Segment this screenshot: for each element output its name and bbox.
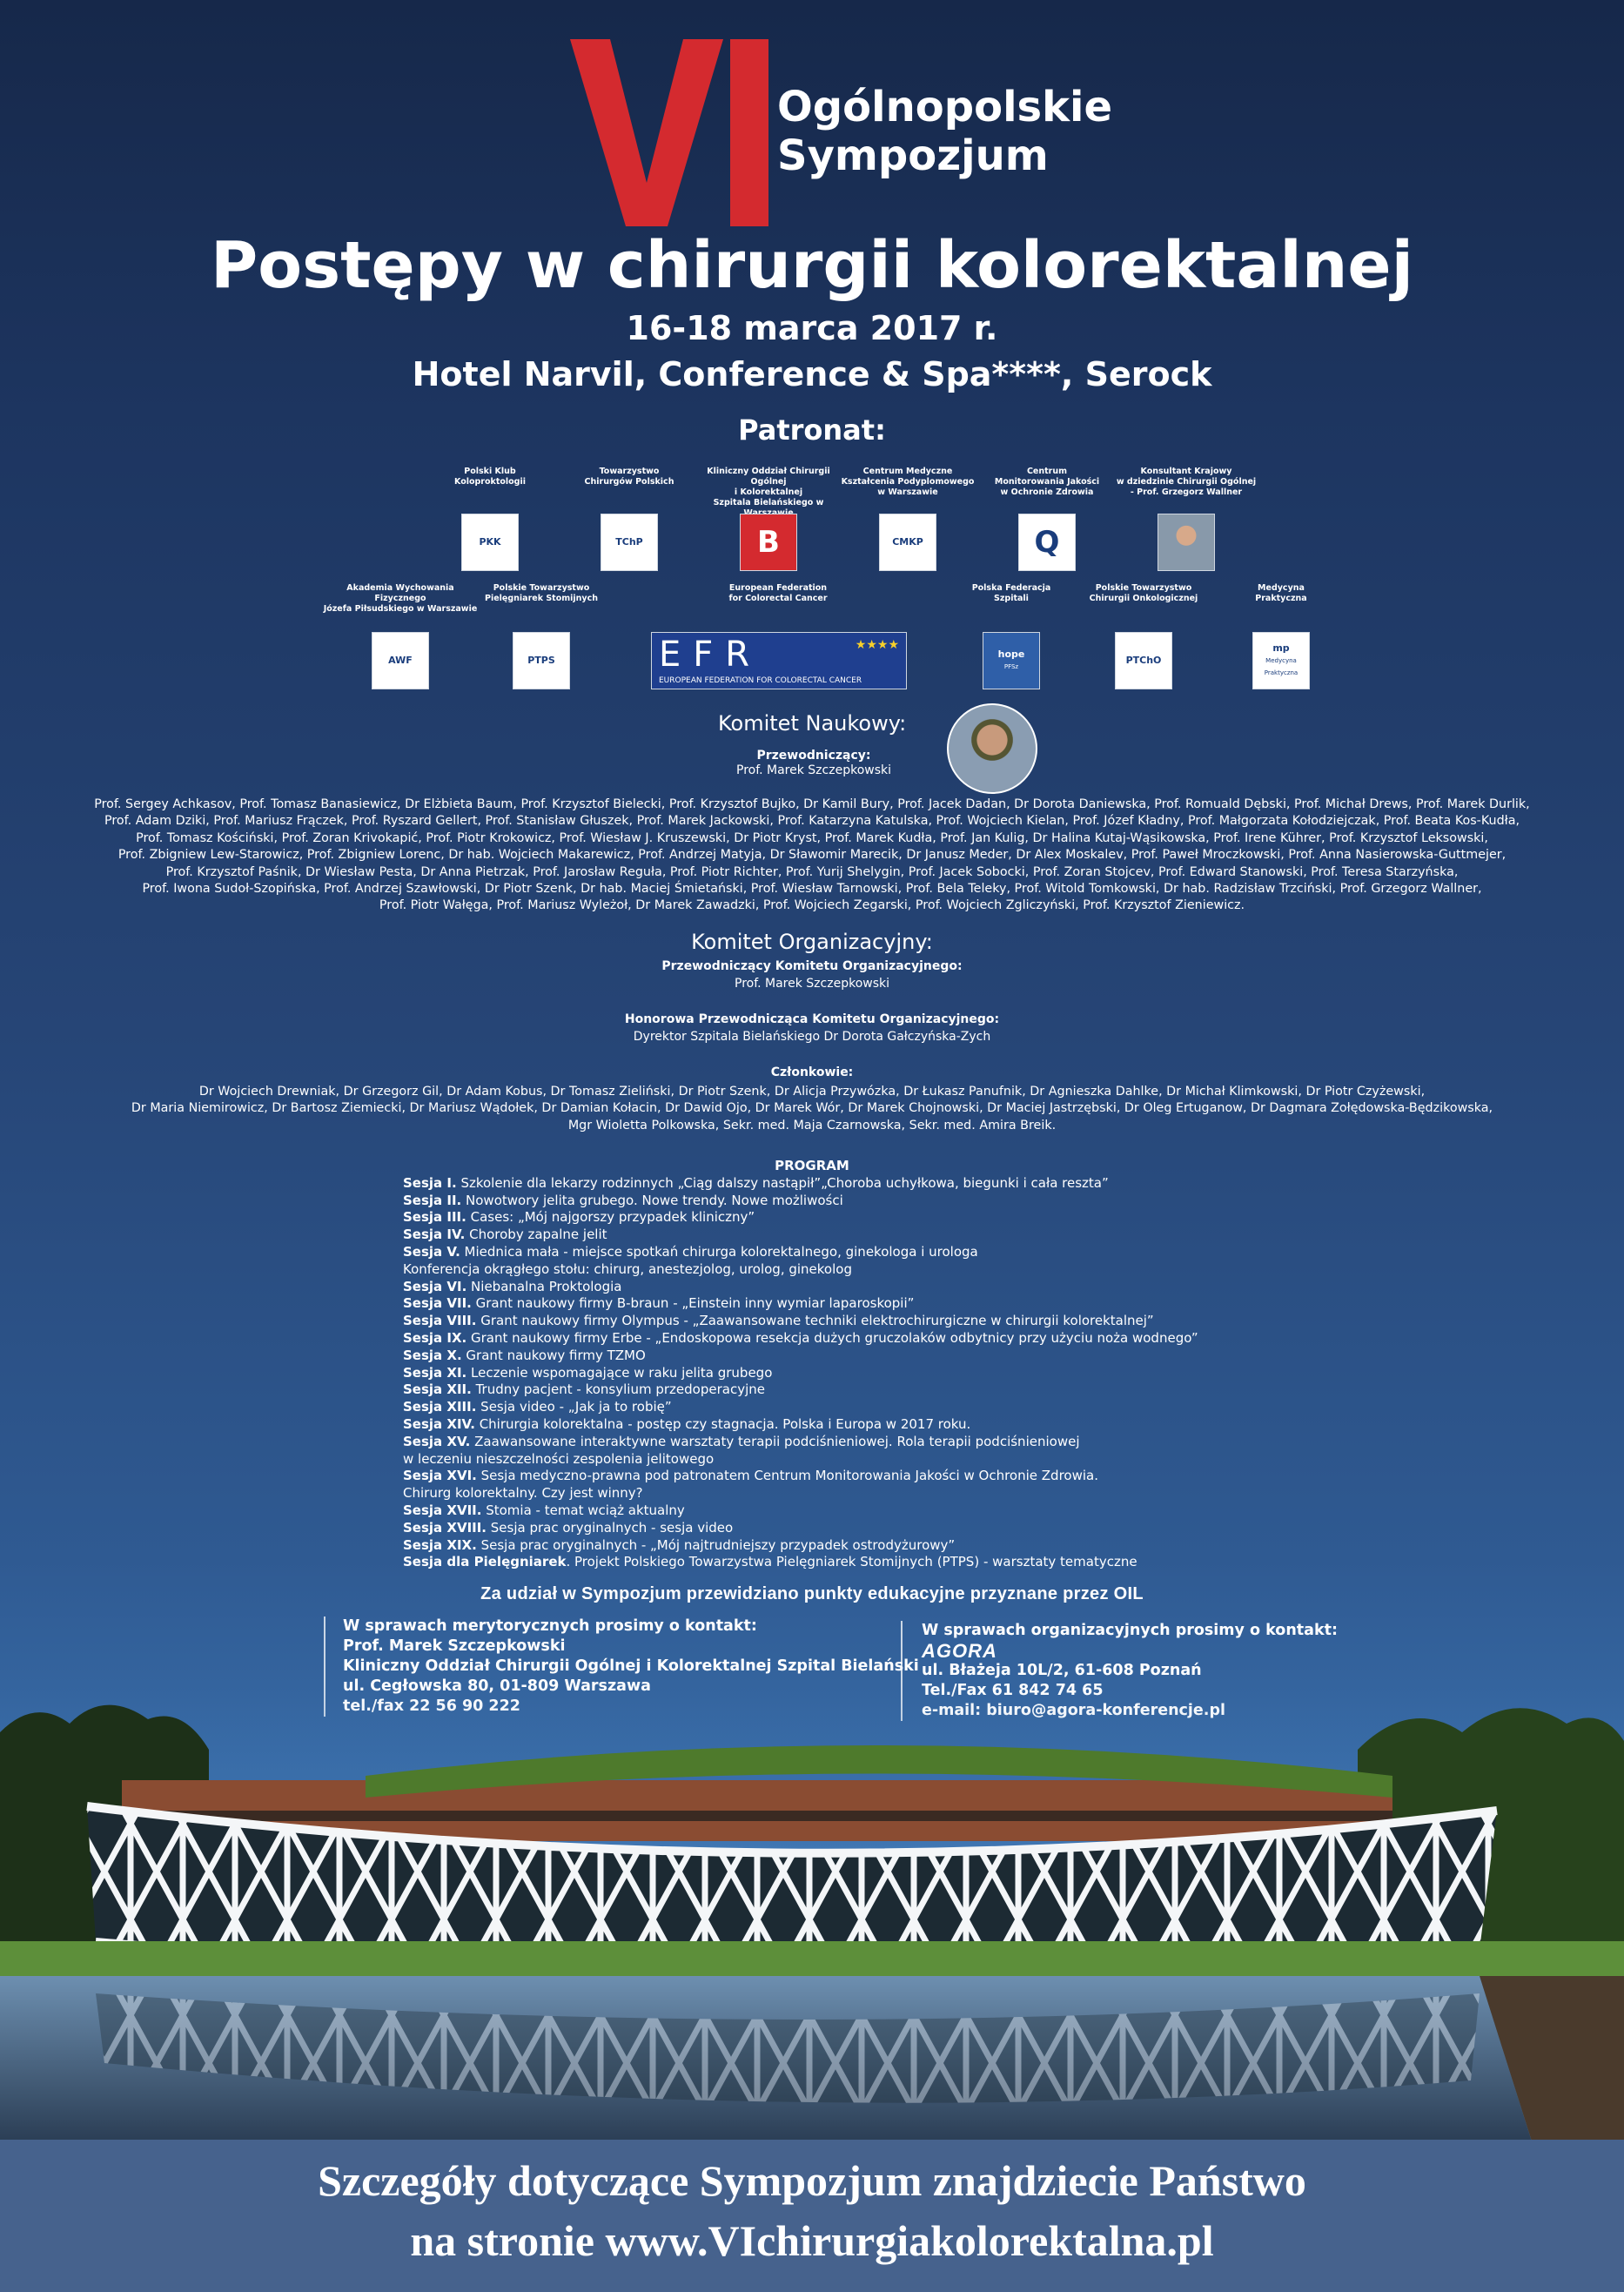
session-key: Sesja X. [403, 1347, 462, 1363]
patron-label: Polska Federacja Szpitali [971, 583, 1051, 603]
efr-logo-subtitle: EUROPEAN FEDERATION FOR COLORECTAL CANCER [659, 676, 862, 685]
event-venue: Hotel Narvil, Conference & Spa****, Serock [412, 355, 1212, 393]
patron-label: Konsultant Krajowy w dziedzinie Chirurgii Ogólnej - Prof. Grzegorz Wallner [1116, 467, 1257, 497]
session-key: Sesja XVI. [403, 1468, 477, 1484]
member-line: Prof. Krzysztof Paśnik, Dr Wiesław Pesta, Dr Anna Pietrzak, Prof. Jarosław Reguła, Prof. Piotr Richter, Prof. Yurij Shelygin, Prof. Jacek Sobocki, Prof. Zoran Stojcev, Prof. Edward Stanowski, Prof. Teresa Starzyńska, [165, 864, 1459, 879]
wallner-portrait [1158, 514, 1215, 571]
patron-label: Centrum Monitorowania Jakości w Ochronie Zdrowia [994, 467, 1100, 497]
session-title: Sesja prac oryginalnych - „Mój najtrudniejszy przypadek ostrodyżurowy” [476, 1536, 956, 1553]
program-section [403, 1158, 1273, 1571]
program-session [403, 1365, 1273, 1382]
roman-numeral-logo [570, 39, 770, 226]
member-line: Prof. Sergey Achkasov, Prof. Tomasz Banasiewicz, Dr Elżbieta Baum, Prof. Krzysztof Bielecki, Prof. Krzysztof Bujko, Dr Kamil Bury, Prof. Jacek Dadan, Dr Dorota Daniewska, Prof. Romuald Dębski, Prof. Michał Drews, Prof. Marek Durlik, [94, 797, 1530, 811]
session-title: Grant naukowy firmy Olympus - „Zaawansowane techniki elektrochirurgiczne w chirurgii kolorektalnej” [476, 1313, 1154, 1329]
program-session [403, 1227, 1273, 1244]
session-key: Sesja VIII. [403, 1313, 477, 1329]
hotel-photo [0, 1680, 1624, 2141]
efr-logo-text: EFR [659, 635, 762, 675]
program-session [403, 1279, 1273, 1296]
session-key: Sesja VI. [403, 1278, 467, 1294]
komitet-naukowy-chair-name: Prof. Marek Szczepkowski [736, 763, 891, 777]
program-session [403, 1537, 1273, 1555]
session-title: Grant naukowy firmy B-braun - „Einstein inny wymiar laparoskopii” [471, 1295, 915, 1312]
tchp-logo-icon: TChP [601, 514, 658, 571]
patron-label: Akademia Wychowania Fizycznego Józefa Piłsudskiego w Warszawie [323, 583, 478, 614]
patron-label: Polski Klub Koloproktologii [454, 467, 526, 487]
program-session [403, 1193, 1273, 1210]
session-title: Miednica mała - miejsce spotkań chirurga kolorektalnego, ginekologa i urologa [460, 1243, 978, 1260]
session-key: Sesja XIV. [403, 1415, 475, 1432]
komitet-naukowy-chair-label: Przewodniczący: [756, 749, 871, 763]
session-key: Sesja XIII. [403, 1399, 477, 1415]
session-key: Sesja IV. [403, 1227, 466, 1243]
member-line: Dr Wojciech Drewniak, Dr Grzegorz Gil, Dr Adam Kobus, Dr Tomasz Zieliński, Dr Piotr Szenk, Dr Alicja Przywózka, Dr Łukasz Panufnik, Dr Agnieszka Dahlke, Dr Michał Klimkowski, Dr Piotr Czyżewski, [198, 1085, 1426, 1099]
program-session [403, 1348, 1273, 1365]
q-logo-icon: Q [1018, 514, 1076, 571]
session-key: Sesja VII. [403, 1295, 472, 1312]
program-session [403, 1244, 1273, 1261]
contact-line: Kliniczny Oddział Chirurgii Ogólnej i Kolorektalnej Szpital Bielański [343, 1657, 919, 1675]
session-title: Chirurgia kolorektalna - postęp czy stagnacja. Polska i Europa w 2017 roku. [474, 1415, 971, 1432]
ptcho-logo-icon: PTChO [1115, 632, 1172, 689]
member-line: Prof. Iwona Sudoł-Szopińska, Prof. Andrzej Szawłowski, Dr Piotr Szenk, Dr hab. Maciej Śmietański, Prof. Wiesław Tarnowski, Prof. Bela Teleky, Prof. Witold Tomkowski, Dr hab. Radzisław Trzciński, Prof. Grzegorz Wallner, [142, 882, 1482, 897]
komitet-org-members [52, 1084, 1572, 1134]
program-session [403, 1175, 1273, 1193]
ptps-logo-icon: PTPS [513, 632, 570, 689]
session-key: Sesja XII. [403, 1381, 472, 1398]
session-key: Sesja XIX. [403, 1536, 477, 1553]
session-title: Sesja medyczno-prawna pod patronatem Centrum Monitorowania Jakości w Ochronie Zdrowia. [476, 1468, 1098, 1484]
session-title: Choroby zapalne jelit [465, 1227, 607, 1243]
program-title: PROGRAM [775, 1158, 849, 1173]
contact-line: Prof. Marek Szczepkowski [343, 1637, 566, 1655]
session-title: Konferencja okrągłego stołu: chirurg, anestezjolog, urolog, ginekolog [403, 1260, 852, 1277]
program-session [403, 1416, 1273, 1434]
session-title: . Projekt Polskiego Towarzystwa Pielęgniarek Stomijnych (PTPS) - warsztaty tematyczne [566, 1554, 1137, 1570]
member-line: Dr Maria Niemirowicz, Dr Bartosz Ziemiecki, Dr Mariusz Wądołek, Dr Damian Kołacin, Dr Dawid Ojo, Dr Marek Wór, Dr Marek Chojnowski, Dr Maciej Jastrzębski, Dr Oleg Ertuganow, Dr Dagmara Zołędowska-Będzikowska, [131, 1101, 1493, 1116]
session-title: Sesja prac oryginalnych - sesja video [487, 1519, 734, 1536]
eu-stars-icon: ★★★★ [855, 638, 899, 652]
cmkp-logo-icon: CMKP [879, 514, 936, 571]
patron-label: Polskie Towarzystwo Pielęgniarek Stomijnych [484, 583, 599, 603]
agora-logo: AGORA [922, 1640, 997, 1662]
b-logo-icon: B [740, 514, 797, 571]
program-session [403, 1451, 1273, 1469]
member-line: Mgr Wioletta Polkowska, Sekr. med. Maja Czarnowska, Sekr. med. Amira Breik. [567, 1118, 1057, 1133]
contact-heading: W sprawach organizacyjnych prosimy o kontakt: [922, 1622, 1338, 1639]
contact-line: ul. Błażeja 10L/2, 61-608 Poznań [922, 1662, 1202, 1679]
session-title: Sesja video - „Jak ja to robię” [476, 1399, 672, 1415]
komitet-org-chair-label: Przewodniczący Komitetu Organizacyjnego: [661, 959, 963, 973]
patron-label: Polskie Towarzystwo Chirurgii Onkologicznej [1089, 583, 1198, 603]
program-session [403, 1330, 1273, 1348]
patron-label: Centrum Medyczne Kształcenia Podyplomowego w Warszawie [841, 467, 975, 497]
session-title: Nowotwory jelita grubego. Nowe trendy. Nowe możliwości [461, 1192, 843, 1208]
komitet-naukowy-members [52, 796, 1572, 915]
program-session [403, 1434, 1273, 1451]
session-key: Sesja XVIII. [403, 1519, 487, 1536]
session-title: Stomia - temat wciąż aktualny [481, 1502, 685, 1518]
session-title: Trudny pacjent - konsylium przedoperacyjne [471, 1381, 765, 1398]
awf-logo-icon: AWF [372, 632, 429, 689]
edu-points-note: Za udział w Sympozjum przewidziano punkty edukacyjne przyznane przez OIL [480, 1584, 1144, 1603]
subtitle-line1: Ogólnopolskie [777, 83, 1113, 131]
patronat-heading: Patronat: [738, 413, 886, 447]
event-dates: 16-18 marca 2017 r. [626, 309, 998, 347]
footer-line2[interactable]: na stronie www.VIchirurgiakolorektalna.pl [410, 2216, 1214, 2265]
komitet-naukowy-title: Komitet Naukowy: [718, 711, 907, 736]
program-session [403, 1485, 1273, 1502]
program-session [403, 1399, 1273, 1416]
patron-label: Kliniczny Oddział Chirurgii Ogólnej i Kolorektalnej Szpitala Bielańskiego w [707, 467, 830, 507]
session-key: Sesja II. [403, 1192, 462, 1208]
session-title: Szkolenie dla lekarzy rodzinnych „Ciąg dalszy nastąpił”„Choroba uchyłkowa, biegunki i cała reszta” [456, 1174, 1109, 1191]
program-session [403, 1554, 1273, 1571]
session-title: Leczenie wspomagające w raku jelita grubego [466, 1364, 773, 1381]
program-session [403, 1502, 1273, 1520]
member-line: Prof. Adam Dziki, Prof. Mariusz Frączek, Prof. Ryszard Gellert, Prof. Stanisław Głuszek, Prof. Marek Jackowski, Prof. Katarzyna Katulska, Prof. Wojciech Kielan, Prof. Józef Kładny, Prof. Małgorzata Kołodziejczak, Prof. Beata Kos-Kudła, [104, 814, 1520, 829]
session-key: Sesja V. [403, 1243, 460, 1260]
session-title: Niebanalna Proktologia [466, 1278, 622, 1294]
komitet-organizacyjny-title: Komitet Organizacyjny: [691, 930, 933, 954]
chair-portrait [947, 703, 1037, 794]
member-line: Prof. Tomasz Kościński, Prof. Zoran Krivokapić, Prof. Piotr Krokowicz, Prof. Wiesław J. Kruszewski, Dr Piotr Kryst, Prof. Marek Kudła, Prof. Jan Kulig, Dr Halina Kutaj-Wąsikowska, Prof. Irene Kührer, Prof. Krzysztof Leksowski, [136, 830, 1488, 845]
patron-label: Towarzystwo Chirurgów Polskich [584, 467, 674, 487]
patron-label: European Federation for Colorectal Cancer [728, 583, 828, 603]
session-title: Grant naukowy firmy Erbe - „Endoskopowa resekcja dużych gruczolaków odbytnicy przy użyciu noża wodnego” [466, 1329, 1198, 1346]
program-session [403, 1313, 1273, 1330]
pkk-logo-icon: PKK [461, 514, 519, 571]
hope-logo-icon: hope PFSz [983, 632, 1040, 689]
contact-heading: W sprawach merytorycznych prosimy o kontakt: [343, 1617, 757, 1635]
program-sessions [403, 1175, 1273, 1571]
komitet-org-hon-name: Dyrektor Szpitala Bielańskiego Dr Dorota Gałczyńska-Zych [633, 1030, 991, 1044]
session-key: Sesja III. [403, 1209, 466, 1226]
komitet-org-members-label: Członkowie: [770, 1065, 854, 1079]
komitet-org-hon-label: Honorowa Przewodnicząca Komitetu Organizacyjnego: [624, 1012, 1000, 1026]
footer-line1: Szczegóły dotyczące Sympozjum znajdziecie Państwo [318, 2156, 1306, 2205]
program-session [403, 1261, 1273, 1279]
komitet-org-chair-name: Prof. Marek Szczepkowski [735, 977, 889, 991]
program-session [403, 1381, 1273, 1399]
session-title: Grant naukowy firmy TZMO [461, 1347, 646, 1363]
subtitle-line2: Sympozjum [777, 131, 1049, 180]
session-title: w leczeniu nieszczelności zespolenia jelitowego [403, 1450, 715, 1467]
session-key: Sesja XI. [403, 1364, 467, 1381]
program-session [403, 1520, 1273, 1537]
title-subtitle [777, 83, 1112, 180]
session-key: Sesja dla Pielęgniarek [403, 1554, 567, 1570]
session-title: Chirurg kolorektalny. Czy jest winny? [403, 1485, 643, 1502]
session-title: Cases: „Mój najgorszy przypadek kliniczny” [466, 1209, 755, 1226]
program-session [403, 1468, 1273, 1485]
patron-label: Medycyna Praktyczna [1255, 583, 1307, 603]
session-key: Sesja XVII. [403, 1502, 482, 1518]
program-session [403, 1209, 1273, 1227]
session-key: Sesja IX. [403, 1329, 467, 1346]
page-title: Postępy w chirurgii kolorektalnej [211, 228, 1413, 303]
session-key: Sesja I. [403, 1174, 457, 1191]
mp-logo-icon: mp Medycyna Praktyczna [1252, 632, 1310, 689]
member-line: Prof. Zbigniew Lew-Starowicz, Prof. Zbigniew Lorenc, Dr hab. Wojciech Makarewicz, Prof. Andrzej Matyja, Dr Sławomir Marecik, Dr Janusz Meder, Dr Alex Moskalev, Prof. Paweł Mroczkowski, Prof. Anna Nasierowska-Guttmejer, [117, 848, 1507, 863]
session-title: Zaawansowane interaktywne warsztaty terapii podciśnieniowej. Rola terapii podciśnieniowej [470, 1433, 1080, 1449]
program-session [403, 1295, 1273, 1313]
member-line: Prof. Piotr Wałęga, Prof. Mariusz Wyleżoł, Dr Marek Zawadzki, Prof. Wojciech Zegarski, Prof. Wojciech Zgliczyński, Prof. Krzysztof Zieniewicz. [379, 898, 1245, 913]
session-key: Sesja XV. [403, 1433, 471, 1449]
